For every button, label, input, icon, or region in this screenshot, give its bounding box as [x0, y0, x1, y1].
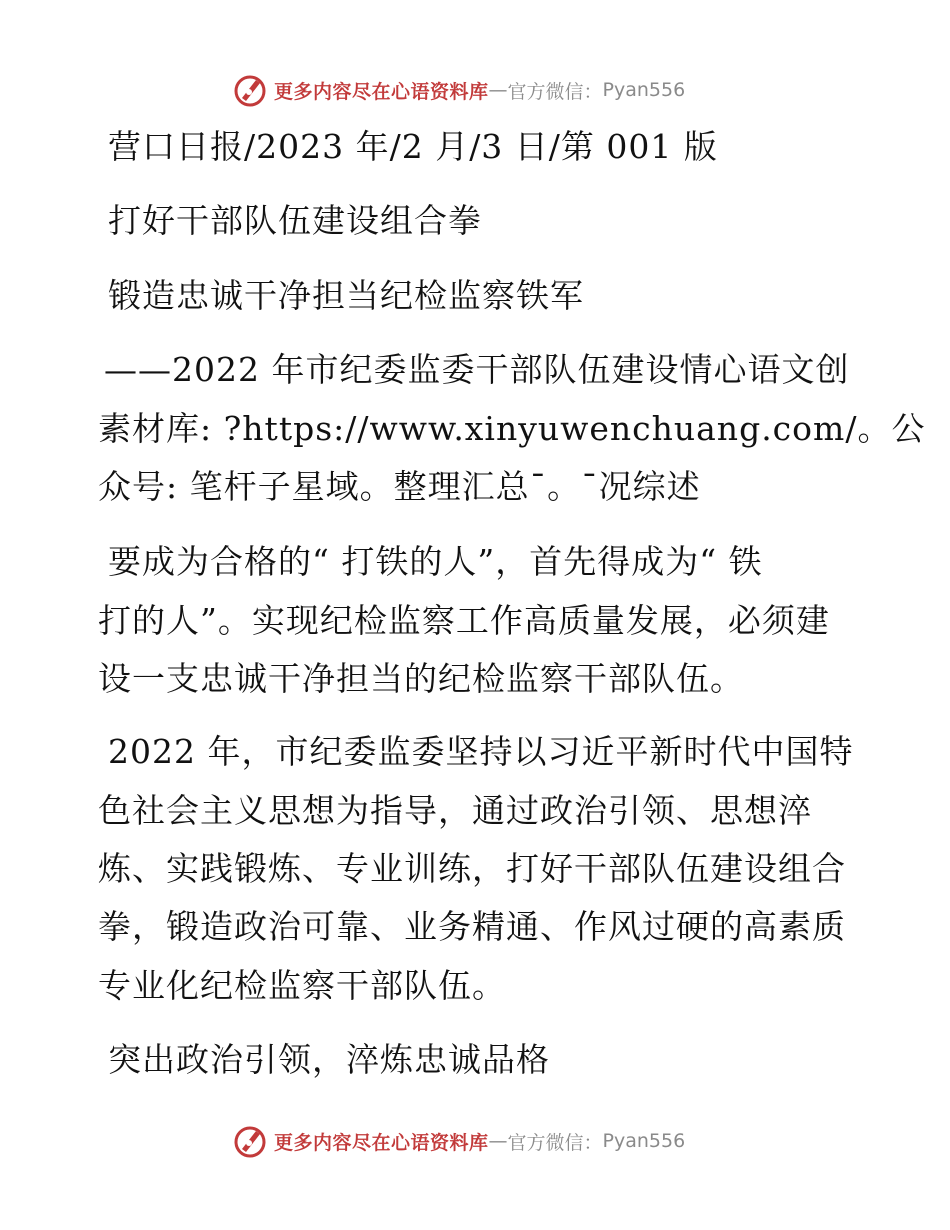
banner-dash: —: [488, 79, 508, 101]
paragraph-1-line: 要成为合格的“ 打铁的人”，首先得成为“ 铁: [108, 542, 763, 581]
section-heading: 突出政治引领，淬炼忠诚品格: [108, 1040, 550, 1079]
banner-wechat-label: 官方微信：: [507, 80, 603, 103]
paragraph-2-line: 拳，锻造政治可靠、业务精通、作风过硬的高素质: [98, 907, 846, 946]
pen-circle-logo-icon: [232, 72, 268, 108]
paragraph-2-line: 专业化纪检监察干部队伍。: [98, 966, 506, 1005]
article-subtitle-line: ——2022 年市纪委监委干部队伍建设情心语文创: [104, 350, 850, 389]
article-dateline: 营口日报/2023 年/2 月/3 日/第 001 版: [108, 127, 718, 166]
paragraph-2-line: 色社会主义思想为指导，通过政治引领、思想淬: [98, 791, 812, 830]
footer-watermark-banner: [232, 1121, 685, 1161]
paragraph-2-line: 2022 年，市纪委监委坚持以习近平新时代中国特: [108, 732, 854, 771]
pen-circle-logo-icon: [232, 1123, 268, 1159]
header-watermark-banner: [232, 70, 685, 110]
banner-main-text: 更多内容尽在心语资料库: [274, 1131, 489, 1154]
paragraph-2-line: 炼、实践锻炼、专业训练，打好干部队伍建设组合: [98, 849, 846, 888]
banner-main-text: 更多内容尽在心语资料库: [274, 80, 489, 103]
article-subtitle-line: 素材库: ?https://www.xinyuwenchuang.com/。公: [98, 409, 926, 448]
article-headline-2: 锻造忠诚干净担当纪检监察铁军: [108, 276, 584, 315]
banner-wechat-id: Pyan556: [602, 1130, 686, 1152]
banner-wechat-label: 官方微信：: [507, 1131, 603, 1154]
paragraph-1-line: 设一支忠诚干净担当的纪检监察干部队伍。: [98, 659, 744, 698]
article-headline-1: 打好干部队伍建设组合拳: [108, 201, 482, 240]
paragraph-1-line: 打的人”。实现纪检监察工作高质量发展，必须建: [98, 601, 830, 640]
article-subtitle-line: 众号: 笔杆子星域。整理汇总¯。¯况综述: [98, 467, 701, 506]
banner-wechat-id: Pyan556: [602, 79, 686, 101]
banner-dash: —: [488, 1130, 508, 1152]
